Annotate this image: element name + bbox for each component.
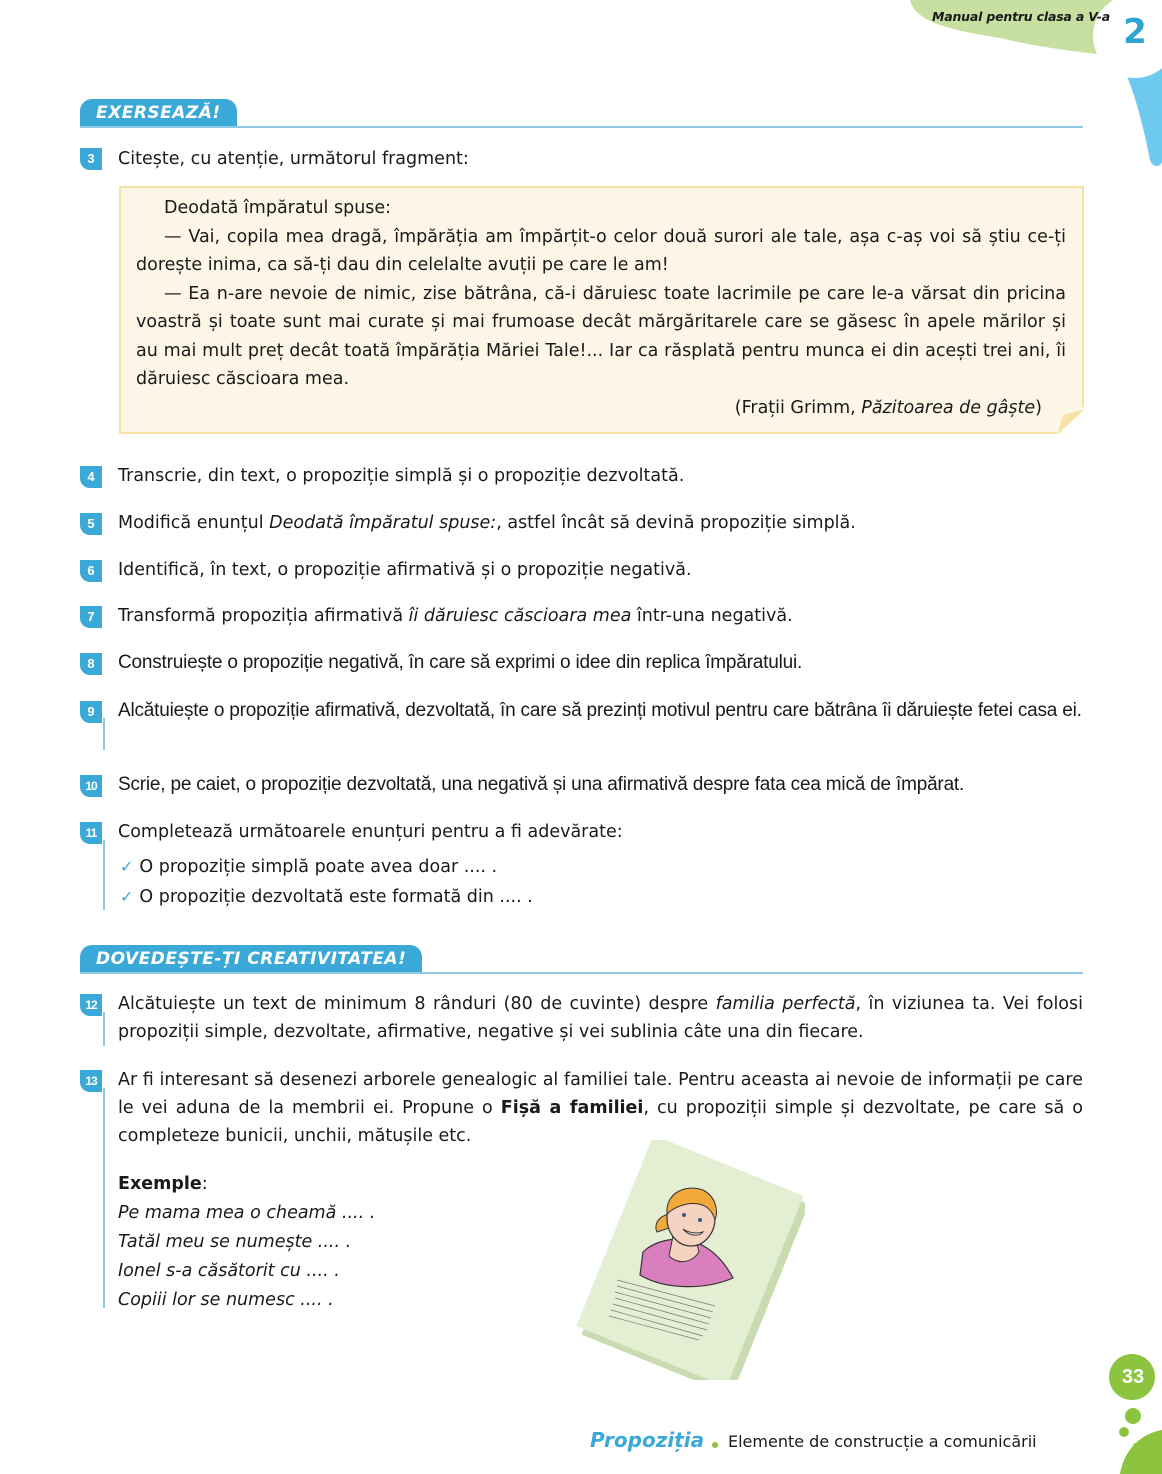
exercise-8-text: Construiește o propoziție negativă, în care să exprimi o idee din replica împăratului. <box>118 652 803 673</box>
exercise-3-text: Citește, cu atenție, următorul fragment: <box>118 149 469 169</box>
footer-chapter-subtitle: Elemente de construcție a comunicării <box>728 1432 1037 1451</box>
section-rule <box>80 126 1083 128</box>
quote-source-close: ) <box>1035 398 1042 418</box>
exercise-13-text-after: , cu propoziții simple și dezvoltate, pe care să o completeze bunicii, unchii, mătușile etc. <box>118 1098 1083 1146</box>
exercise-13-text-bold: Fișă a familiei <box>500 1098 644 1118</box>
exercise-number-badge: 4 <box>80 466 102 488</box>
exercise-10-text: Scrie, pe caiet, o propoziție dezvoltată, una negativă și una afirmativă despre fata cea mică de împărat. <box>118 774 965 795</box>
checklist-item <box>120 853 497 881</box>
page-number: 33 <box>1121 1366 1145 1388</box>
exercise-vertical-line <box>103 1012 105 1046</box>
exercise-number-badge: 9 <box>80 701 102 723</box>
exercise-number-badge: 8 <box>80 653 102 675</box>
examples-list <box>118 1170 375 1315</box>
exercise-vertical-line <box>103 840 105 910</box>
exercise-number-badge: 10 <box>80 775 102 797</box>
exercise-9-text: Alcătuiește o propoziție afirmativă, dezvoltată, în care să prezinți motivul pentru care bătrâna îi dăruiește fetei casa ei. <box>118 700 1082 721</box>
example-item: Pe mama mea o cheamă .... . <box>118 1203 376 1223</box>
example-item: Copiii lor se numesc .... . <box>118 1290 334 1310</box>
exercise-13-text-before: Ar fi interesant să desenezi arborele genealogic al familiei tale. Pentru aceasta ai nevoie de informații pe care le vei aduna de la membrii ei. Propune o <box>118 1070 1083 1118</box>
exercise-vertical-line <box>103 718 105 750</box>
examples-heading <box>118 1170 375 1199</box>
quote-paragraph-3: — Ea n-are nevoie de nimic, zise bătrâna, că-i dăruiesc toate lacrimile pe care le-a vărsat din pricina voastră și toate sunt mai curate și mai frumoase decât mărgăritarele care se găsesc în apele mărilor și au mai mult preț decât toată împărăția Măriei Tale!... Iar ca răsplată pentru munca ei din acești trei ani, îi dăruiesc căscioara mea. <box>136 283 1066 389</box>
checkmark-icon: ✓ <box>120 887 134 906</box>
exercise-number-badge: 12 <box>80 994 102 1016</box>
exercise-number-badge: 5 <box>80 513 102 535</box>
exercise-4-text: Transcrie, din text, o propoziție simplă și o propoziție dezvoltată. <box>118 466 685 486</box>
quote-source <box>600 394 1042 422</box>
quote-source-author: (Frații Grimm, <box>734 398 862 418</box>
example-item: Ionel s-a căsătorit cu .... . <box>118 1261 340 1281</box>
section-title-creativitate: DOVEDEȘTE-ȚI CREATIVITATEA! <box>80 945 422 973</box>
quote-paragraph-2: — Vai, copila mea dragă, împărăția am împărțit-o celor două surori ale tale, așa c-aș voi să știu ce-ți dorește inima, ca să-ți dau din celelalte avuții pe care le am! <box>136 226 1066 275</box>
exercise-vertical-line <box>103 1088 105 1308</box>
exercise-7-text-after: într-una negativă. <box>631 606 793 626</box>
checklist-item-text: O propoziție simplă poate avea doar .... . <box>139 857 498 877</box>
exercise-7-text-before: Transformă propoziția afirmativă <box>118 606 409 626</box>
exercise-number-badge: 7 <box>80 606 102 628</box>
exercise-7-text <box>118 602 1083 630</box>
examples-label: Exemple <box>118 1174 202 1194</box>
quote-line-1: Deodată împăratul spuse: <box>164 198 392 218</box>
exercise-12-text-italic: familia perfectă <box>715 994 856 1014</box>
exercise-5-text <box>118 509 1083 537</box>
exercise-13-text <box>118 1066 1083 1150</box>
section-title-exerseaza: EXERSEAZĂ! <box>80 99 237 127</box>
exercise-6-text: Identifică, în text, o propoziție afirmativă și o propoziție negativă. <box>118 560 692 580</box>
exercise-7-text-italic: îi dăruiesc căscioara mea <box>408 606 632 626</box>
exercise-number-badge: 13 <box>80 1070 102 1092</box>
exercise-12-text-after: , în viziunea ta. Vei folosi propoziții simple, dezvoltate, afirmative, negative și vei sublinia câte una din fiecare. <box>118 994 1083 1042</box>
quote-source-title: Păzitoarea de gâște <box>861 398 1036 418</box>
example-item: Tatăl meu se numește .... . <box>118 1232 352 1252</box>
examples-colon: : <box>201 1174 208 1194</box>
exercise-number-badge: 11 <box>80 822 102 844</box>
checklist-item-text: O propoziție dezvoltată este formată din .... . <box>139 887 533 907</box>
exercise-12-text-before: Alcătuiește un text de minimum 8 rânduri (80 de cuvinte) despre <box>118 994 716 1014</box>
exercise-5-text-after: , astfel încât să devină propoziție simplă. <box>496 513 856 533</box>
section-rule <box>80 972 1083 974</box>
checkmark-icon: ✓ <box>120 857 134 876</box>
manual-label: Manual pentru clasa a V-a <box>932 9 1110 24</box>
family-sheet-illustration <box>565 1140 805 1380</box>
quote-fragment <box>136 194 1066 394</box>
footer-chapter-title: Propoziția <box>590 1428 705 1452</box>
footer-separator-dot <box>712 1442 718 1448</box>
chapter-number: 2 <box>1123 12 1147 52</box>
exercise-number-badge: 6 <box>80 560 102 582</box>
exercise-5-text-italic: Deodată împăratul spuse: <box>269 513 497 533</box>
page-fold-icon <box>1055 405 1087 437</box>
checklist-item <box>120 883 533 911</box>
exercise-12-text <box>118 990 1083 1046</box>
exercise-5-text-before: Modifică enunțul <box>118 513 270 533</box>
exercise-11-text: Completează următoarele enunțuri pentru a fi adevărate: <box>118 822 623 842</box>
exercise-number-badge: 3 <box>80 148 102 170</box>
